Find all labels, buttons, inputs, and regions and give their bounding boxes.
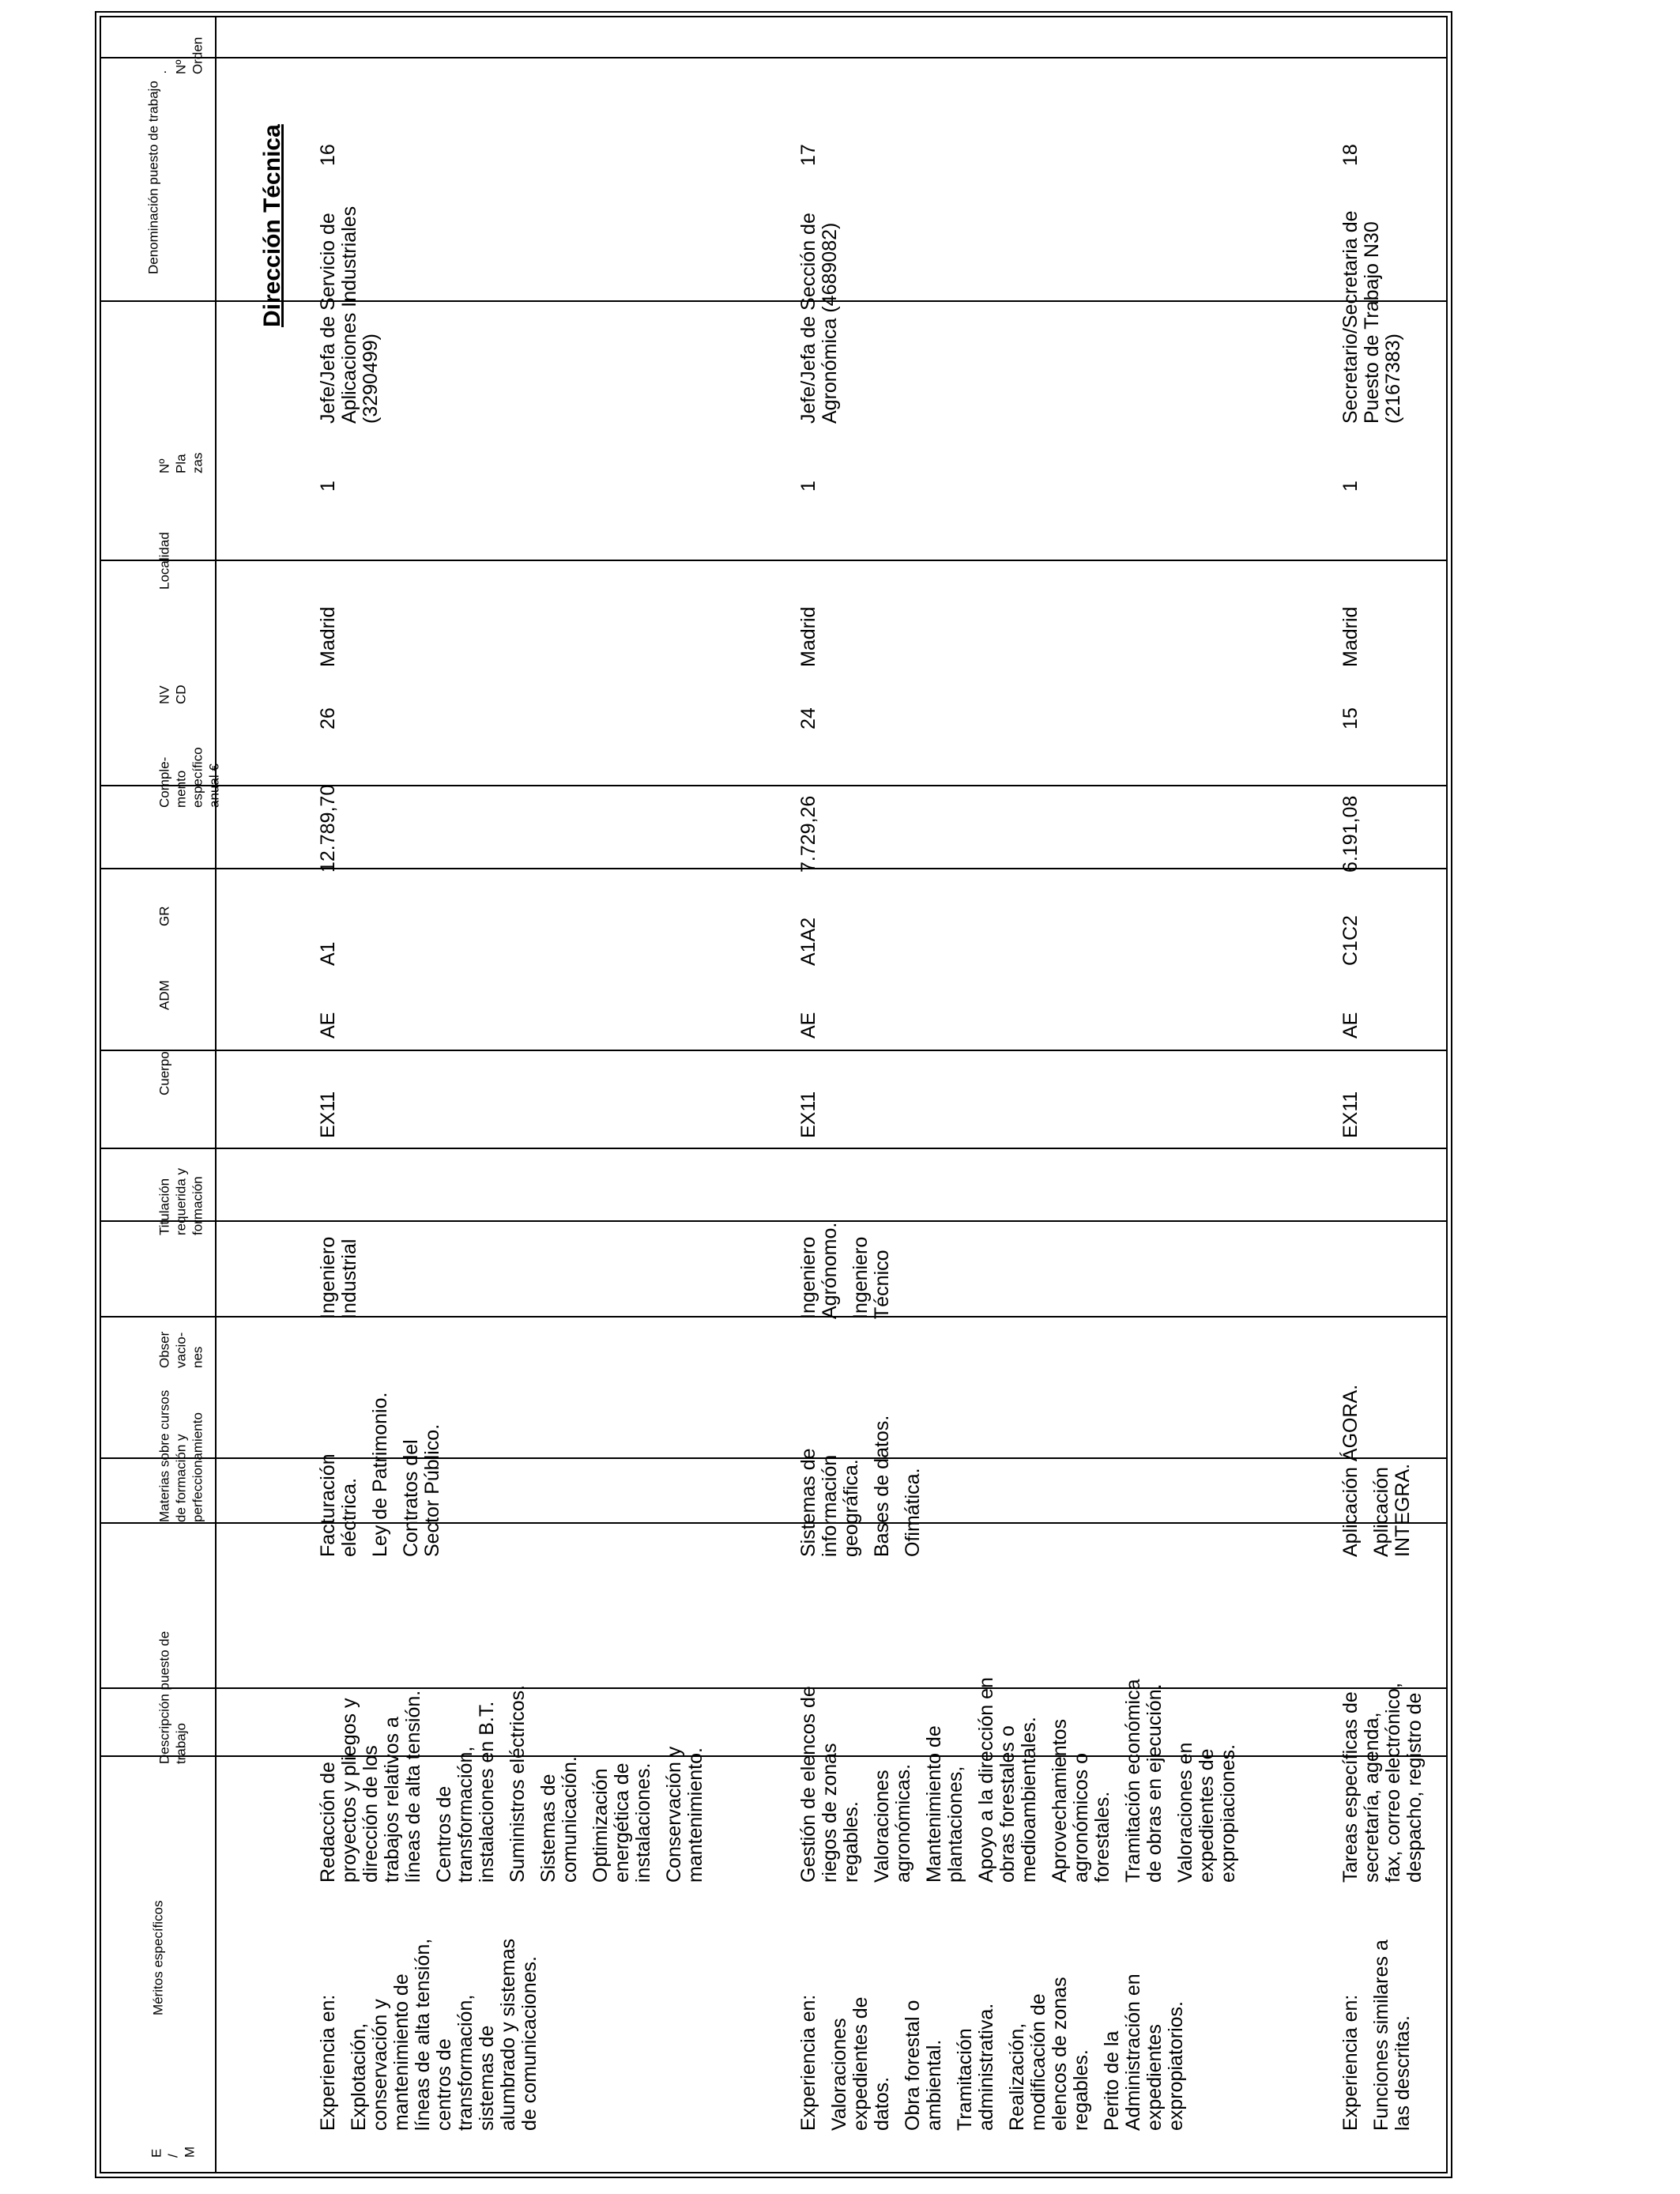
row-16-denominacion: Jefe/Jefa de Servicio de Aplicaciones Industriales (3290499) [317,205,382,424]
row-16-nivel: 26 [317,707,339,729]
row-17-localidad: Madrid [797,606,819,667]
row-18-complemento: 6.191,08 [1339,795,1362,873]
row-17-plazas: 1 [797,481,819,492]
row-18-descripcion: Tareas específicas de secretaría, agenda, fax, correo electrónico, despacho, registro de [1339,1683,1426,1883]
row-16-localidad: Madrid [317,606,339,667]
row-17-titulacion: Ingeniero Agrónomo. Ingeniero Técnico [797,1222,893,1319]
rotated-table-content: · Nº Orden Denominación puesto de trabajo Nº Pla zas Localidad NV CD Comple- mento específico anual € GR ADM Cuerpo Titulación requerida y formación Obser vacio- nes Materias sobre cursos de formación y perfeccionamiento Descripción puesto de trabajo Méritos específicos E / M Dirección Técnica 16 Jefe/Jefa de Servicio de Aplicaciones Industriales (3290499) 1 Madrid 26 12.789,70 A1 AE EX11 Ingeniero Industrial Facturación eléctrica. Ley de Patrimonio. Contratos del Sector Público. Redacción de proyectos y pliegos y dirección de los trabajos relativos a líneas de alta tensión. Centros de transformación, instalaciones en B.T. Suministros eléctricos. Sistemas de comunicación. Optimización energética de instalaciones. Conservación y mantenimiento. Experiencia en: Explotación, conservación y mantenimiento de líneas de alta tensión, centros de transformación, sistemas de alumbrado y sistemas de comunicaciones. 17 Jefe/Jefa de Sección de Agronómica (4689082) 1 Madrid 24 7.729,26 A1A2 AE EX11 Ingeniero Agrónomo. Ingeniero Técnico Sistemas de información geográfica. Bases de datos. Ofimática. Gestión de elencos de riegos de zonas regables. Valoraciones agronómicas. Mantenimiento de plantaciones, Apoyo a la dirección en obras forestales o medioambientales. Aprovechamientos agronómicos o forestales. Tramitación económica de obras en ejecución. Valoraciones en expedientes de expropiaciones. Experiencia en: Valoraciones expedientes de datos. Obra forestal o ambiental. Tramitación administrativa. Realización, modificación de elencos de zonas regables. Perito de la Administración en expedientes expropiatorios. 18 Secretario/Secretaria de Puesto de Trabajo N30 (2167383) 1 Madrid 15 6.191,08 C1C2 AE EX11 Aplicación ÁGORA. Aplicación INTEGRA. Tareas específicas de secretaría, agenda, fax, correo electrónico, despacho, registro de Experiencia en: Funciones similares a las descritas. [145,36,1426,2158]
row-16-cuerpo: EX11 [317,1091,339,1138]
row-18-localidad: Madrid [1339,606,1362,667]
row-17-meritos: Experiencia en: Valoraciones expedientes de datos. Obra forestal o ambiental. Tramitación administrativa. Realización, modificación de elencos de zonas regables. Perito de la Administración en expedientes expropiatorios. [797,1973,1187,2131]
row-17-grupo: A1A2 [797,917,819,966]
row-17-orden: 17 [797,144,819,166]
row-16-orden: 16 [317,144,339,166]
row-17-descripcion: Gestión de elencos de riegos de zonas regables. Valoraciones agronómicas. Mantenimiento de plantaciones, Apoyo a la dirección en obras forestales o medioambientales. Aprovechamientos agronómicos o forestales. Tramitación económica de obras en ejecución. Valoraciones en expedientes de expropiaciones. [797,1677,1239,1883]
row-17-cuerpo: EX11 [797,1091,819,1138]
row-18-meritos: Experiencia en: Funciones similares a las descritas. [1339,1940,1414,2131]
row-16-complemento: 12.789,70 [317,784,339,873]
row-18-materias: Aplicación ÁGORA. Aplicación INTEGRA. [1339,1384,1414,1557]
row-17-materias: Sistemas de información geográfica. Bases de datos. Ofimática. [797,1415,924,1557]
row-18-cuerpo: EX11 [1339,1091,1362,1138]
row-16-titulacion: Ingeniero Industrial [317,1236,360,1319]
row-17-nivel: 24 [797,707,819,729]
row-16-meritos: Experiencia en: Explotación, conservación y mantenimiento de líneas de alta tensión, centros de transformación, sistemas de alumbrado y sistemas de comunicaciones. [317,1938,541,2131]
row-18-grupo: C1C2 [1339,915,1362,966]
row-17-denominacion: Jefe/Jefa de Sección de Agronómica (4689082) [797,213,841,424]
row-16-grupo: A1 [317,941,339,966]
row-17-adm: AE [797,1012,819,1039]
row-18-nivel: 15 [1339,707,1362,729]
row-16-plazas: 1 [317,481,339,492]
row-18-orden: 18 [1339,144,1362,166]
row-16-descripcion: Redacción de proyectos y pliegos y dirección de los trabajos relativos a líneas de alta tensión. Centros de transformación, instalaciones en B.T. Suministros eléctricos. Sistemas de comunicación. Optimización energética de instalaciones. Conservación y mantenimiento. [317,1684,706,1883]
row-18-adm: AE [1339,1012,1362,1039]
row-17-complemento: 7.729,26 [797,795,819,873]
row-18-plazas: 1 [1339,481,1362,492]
section-title: Dirección Técnica [259,124,285,327]
row-18-denominacion: Secretario/Secretaria de Puesto de Trabajo N30 (2167383) [1339,210,1404,424]
row-16-materias: Facturación eléctrica. Ley de Patrimonio. Contratos del Sector Público. [317,1392,443,1557]
row-16-adm: AE [317,1012,339,1039]
